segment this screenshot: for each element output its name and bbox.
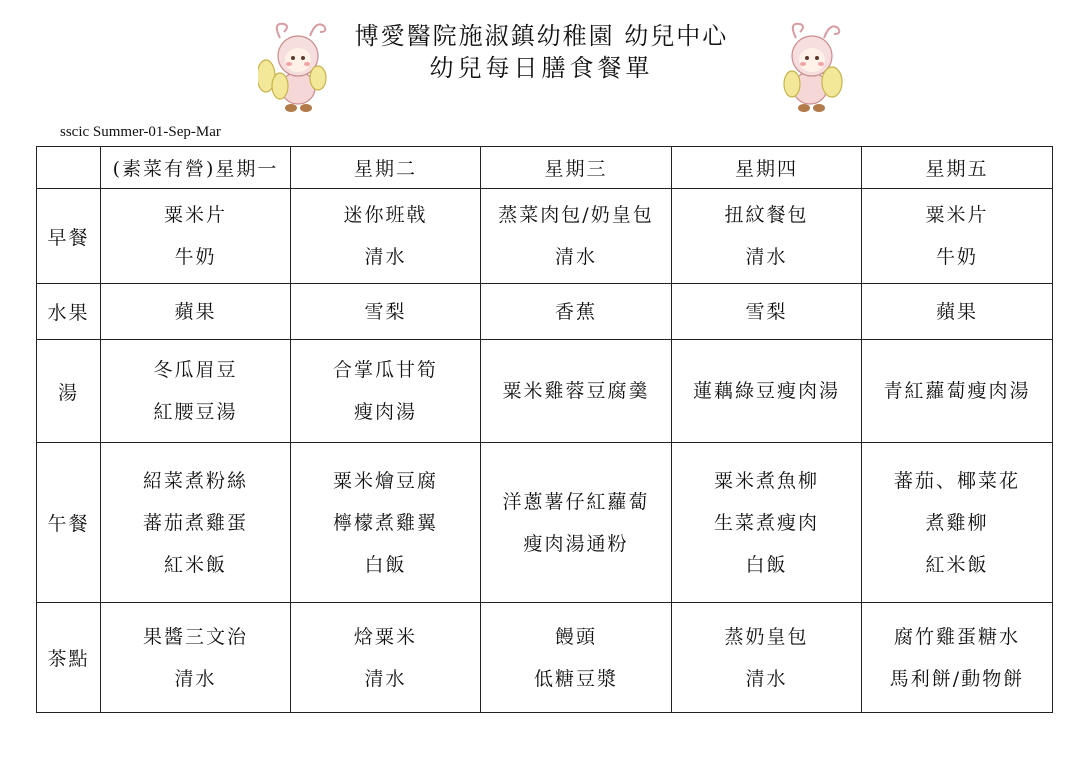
row-label-breakfast: 早餐 [37, 189, 101, 284]
menu-item: 腐竹雞蛋糖水 [893, 625, 1020, 648]
menu-cell [862, 284, 1053, 340]
menu-cell [291, 189, 481, 284]
menu-cell [101, 284, 291, 340]
menu-cell [672, 284, 862, 340]
menu-item: 蒸奶皇包 [724, 625, 809, 648]
menu-cell [291, 603, 481, 713]
menu-cell [481, 443, 672, 603]
menu-cell [672, 603, 862, 713]
menu-table [36, 146, 1053, 713]
menu-item: 饅頭 [554, 625, 597, 648]
page-subtitle: 幼兒每日膳食餐單 [429, 54, 654, 82]
menu-cell [291, 284, 481, 340]
menu-cell [291, 443, 481, 603]
menu-item: 迷你班戟 [343, 204, 428, 226]
menu-cell [862, 443, 1053, 603]
row-label-soup: 湯 [37, 340, 101, 443]
menu-item: 瘦肉湯 [353, 401, 417, 423]
menu-item: 蘋果 [935, 300, 978, 323]
day-header-thu: 星期四 [672, 147, 862, 189]
row-label-snack: 茶點 [37, 603, 101, 713]
menu-cell [862, 189, 1053, 284]
menu-cell [481, 284, 672, 340]
menu-cell [481, 189, 672, 284]
menu-cell [672, 189, 862, 284]
day-header-wed: 星期三 [481, 147, 672, 189]
day-header-fri: 星期五 [862, 147, 1053, 189]
menu-item: 白飯 [745, 553, 788, 576]
menu-item: 粟米片 [925, 204, 989, 226]
menu-item: 紅米飯 [925, 553, 989, 576]
menu-item: 果醬三文治 [142, 625, 248, 648]
fruit-row [37, 284, 1053, 340]
menu-item: 清水 [364, 246, 407, 268]
menu-item: 紅腰豆湯 [153, 401, 238, 423]
corner-cell [37, 147, 101, 189]
menu-item: 清水 [745, 667, 788, 690]
menu-cell [672, 443, 862, 603]
menu-item: 合掌瓜甘筍 [332, 359, 438, 381]
lunch-row [37, 443, 1053, 603]
menu-item: 低糖豆漿 [533, 667, 618, 690]
menu-item: 粟米片 [163, 204, 227, 226]
menu-item: 清水 [745, 246, 788, 268]
menu-cell [101, 189, 291, 284]
menu-item: 清水 [174, 667, 217, 690]
menu-item: 牛奶 [174, 246, 217, 268]
soup-row [37, 340, 1053, 443]
title-block [0, 20, 1083, 84]
day-header-mon: (素菜有營)星期一 [101, 147, 291, 189]
menu-cell [672, 340, 862, 443]
menu-item: 煮雞柳 [925, 511, 989, 534]
snack-row [37, 603, 1053, 713]
menu-item: 牛奶 [935, 246, 978, 268]
menu-item: 紹菜煮粉絲 [142, 469, 248, 492]
menu-cell [862, 603, 1053, 713]
menu-item: 生菜煮瘦肉 [713, 511, 819, 534]
row-label-lunch: 午餐 [37, 443, 101, 603]
menu-cell [101, 340, 291, 443]
menu-item: 紅米飯 [163, 553, 227, 576]
menu-item: 蓮藕綠豆瘦肉湯 [692, 380, 840, 402]
breakfast-row [37, 189, 1053, 284]
menu-cell [291, 340, 481, 443]
menu-item: 清水 [364, 667, 407, 690]
menu-item: 青紅蘿蔔瘦肉湯 [883, 380, 1031, 402]
day-header-tue: 星期二 [291, 147, 481, 189]
menu-cell [101, 443, 291, 603]
menu-item: 檸檬煮雞翼 [332, 511, 438, 534]
menu-cell [481, 603, 672, 713]
menu-cell [862, 340, 1053, 443]
menu-item: 焓粟米 [353, 625, 417, 648]
menu-code: sscic Summer-01-Sep-Mar [60, 124, 221, 140]
menu-item: 粟米雞蓉豆腐羹 [502, 380, 650, 402]
menu-item: 洋蔥薯仔紅蘿蔔 [502, 490, 650, 513]
menu-item: 蕃茄煮雞蛋 [142, 511, 248, 534]
menu-item: 蘋果 [174, 300, 217, 323]
menu-cell [101, 603, 291, 713]
menu-item: 粟米煮魚柳 [713, 469, 819, 492]
menu-item: 蕃茄、椰菜花 [893, 469, 1020, 492]
page-title: 博愛醫院施淑鎮幼稚園 幼兒中心 [354, 22, 729, 50]
menu-item: 雪梨 [364, 300, 407, 323]
menu-item: 馬利餅/動物餅 [889, 667, 1025, 690]
menu-item: 香蕉 [554, 300, 597, 323]
menu-item: 扭紋餐包 [724, 204, 809, 226]
menu-item: 冬瓜眉豆 [153, 359, 238, 381]
row-label-fruit: 水果 [37, 284, 101, 340]
header-row [37, 147, 1053, 189]
menu-item: 粟米燴豆腐 [332, 469, 438, 492]
menu-cell [481, 340, 672, 443]
menu-item: 清水 [554, 246, 597, 268]
menu-item: 蒸菜肉包/奶皇包 [498, 204, 654, 226]
menu-item: 瘦肉湯通粉 [523, 532, 629, 555]
menu-item: 雪梨 [745, 300, 788, 323]
menu-item: 白飯 [364, 553, 407, 576]
